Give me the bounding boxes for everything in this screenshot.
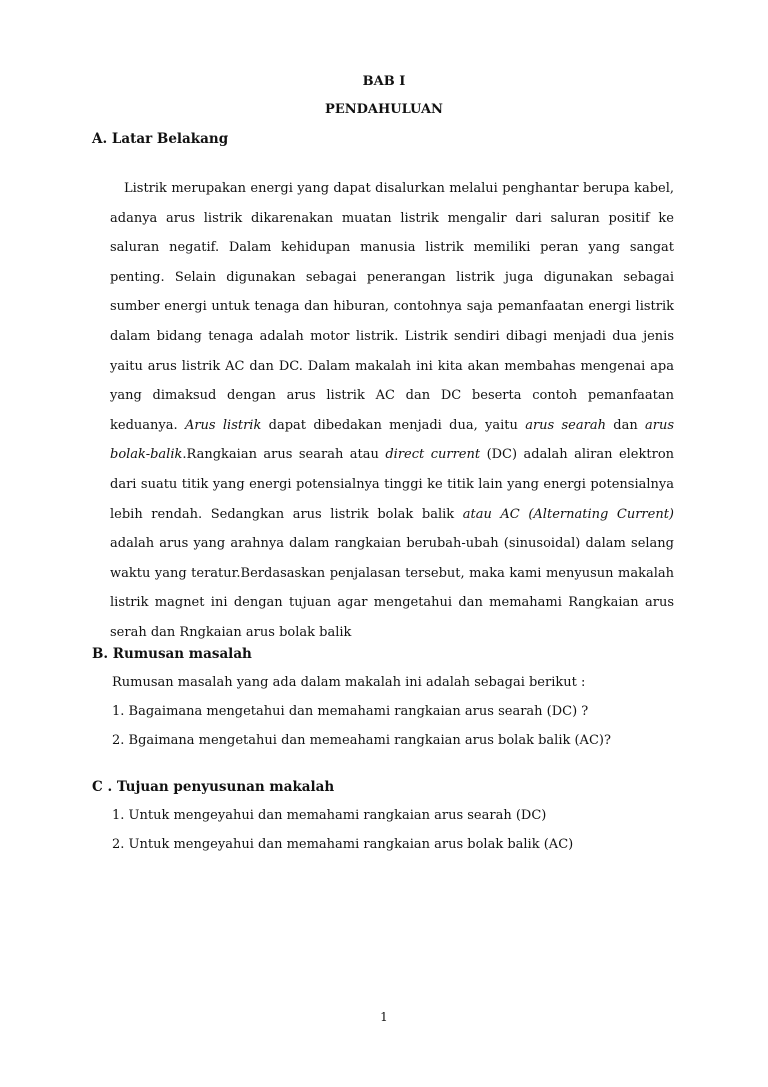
- section-c-item-1: 1. Untuk mengeyahui dan memahami rangkaian arus searah (DC): [112, 808, 547, 823]
- paragraph-text-6: adalah arus yang arahnya dalam rangkaian berubah-ubah (sinusoidal) dalam selang waktu yang teratur.Berdasaskan penjalasan tersebut, maka kami menyusun makalah listrik magnet ini dengan tujuan agar mengetahui dan memahami Rangkaian arus serah dan Rngkaian arus bolak balik: [110, 536, 674, 640]
- italic-term-2: arus searah: [525, 417, 606, 433]
- paragraph-text-2: dapat dibedakan menjadi dua, yaitu: [268, 417, 518, 433]
- paragraph-text-1: Listrik merupakan energi yang dapat disalurkan melalui penghantar berupa kabel, adanya arus listrik dikarenakan muatan listrik mengalir dari saluran positif ke saluran negatif. Dalam kehidupan manusia listrik memiliki peran yang sangat penting. Selain digunakan sebagai penerangan listrik juga digunakan sebagai sumber energi untuk tenaga dan hiburan, contohnya saja pemanfaatan energi listrik dalam bidang tenaga adalah motor listrik. Listrik sendiri dibagi menjadi dua jenis yaitu arus listrik AC dan DC. Dalam makalah ini kita akan membahas mengenai apa yang dimaksud dengan arus listrik AC dan DC beserta contoh pemanfaatan keduanya.: [110, 181, 674, 433]
- chapter-title: PENDAHULUAN: [325, 102, 443, 117]
- section-c-heading: C . Tujuan penyusunan makalah: [92, 779, 335, 795]
- section-b-intro: Rumusan masalah yang ada dalam makalah ini adalah sebagai berikut :: [112, 675, 586, 690]
- italic-term-4: direct current: [385, 447, 481, 463]
- section-b-item-2: 2. Bgaimana mengetahui dan memeahami rangkaian arus bolak balik (AC)?: [112, 733, 611, 748]
- italic-term-1: Arus listrik: [184, 417, 262, 433]
- paragraph-text-5: (DC) adalah aliran elektron dari suatu titik yang energi potensialnya tinggi ke titik lain yang energi potensialnya lebih rendah. Sedangkan arus listrik bolak balik: [110, 447, 675, 522]
- chapter-number: BAB I: [362, 74, 406, 89]
- background-paragraph: [110, 174, 674, 648]
- paragraph-text-3: dan: [613, 417, 638, 433]
- section-b-item-1: 1. Bagaimana mengetahui dan memahami rangkaian arus searah (DC) ?: [112, 704, 589, 719]
- paragraph-text-4: .Rangkaian arus searah atau: [182, 447, 379, 463]
- section-c-item-2: 2. Untuk mengeyahui dan memahami rangkaian arus bolak balik (AC): [112, 837, 574, 852]
- section-b-heading: B. Rumusan masalah: [92, 646, 252, 662]
- page-number: 1: [380, 1010, 388, 1024]
- italic-term-3: arus bolak-balik: [110, 417, 675, 463]
- section-a-heading: A. Latar Belakang: [92, 131, 229, 147]
- italic-term-5: atau AC (Alternating Current): [462, 506, 674, 522]
